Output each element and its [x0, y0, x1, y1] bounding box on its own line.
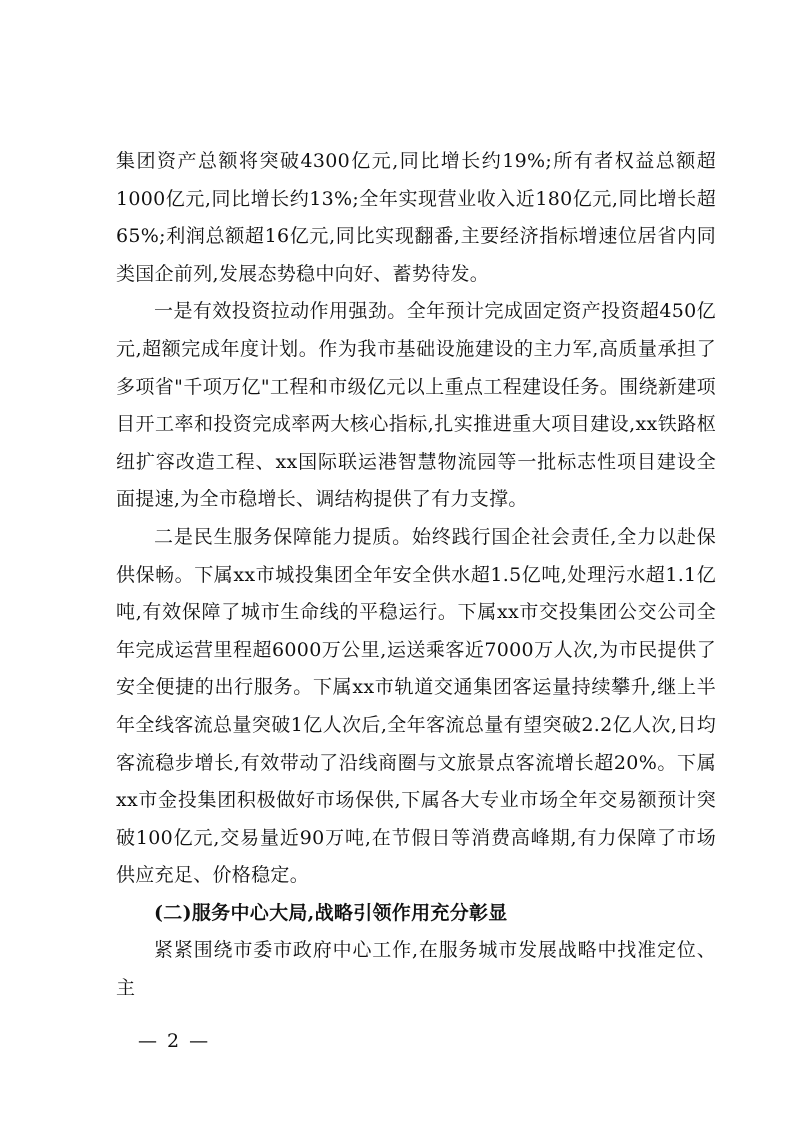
section-subheading: (二)服务中心大局,战略引领作用充分彰显: [154, 901, 508, 924]
paragraph-continuation: 集团资产总额将突破4300亿元,同比增长约19%;所有者权益总额超1000亿元,同比增长约13%;全年实现营业收入近180亿元,同比增长超65%;利润总额超16亿元,同比实现翻番,主要经济指标增速位居省内同类国企前列,发展态势稳中向好、蓄势待发。: [116, 150, 716, 285]
paragraph-closing: 紧紧围绕市委市政府中心工作,在服务城市发展战略中找准定位、主: [116, 939, 716, 1000]
paragraph-investment: 一是有效投资拉动作用强劲。全年预计完成固定资产投资超450亿元,超额完成年度计划。作为我市基础设施建设的主力军,高质量承担了多项省"千项万亿"工程和市级亿元以上重点工程建设任务。围绕新建项目开工率和投资完成率两大核心指标,扎实推进重大项目建设,xx铁路枢纽扩容改造工程、xx国际联运港智慧物流园等一批标志性项目建设全面提速,为全市稳增长、调结构提供了有力支撑。: [116, 300, 716, 511]
body-text: [116, 143, 716, 1008]
paragraph-livelihood: 二是民生服务保障能力提质。始终践行国企社会责任,全力以赴保供保畅。下属xx市城投集团全年安全供水超1.5亿吨,处理污水超1.1亿吨,有效保障了城市生命线的平稳运行。下属xx市交投集团公交公司全年完成运营里程超6000万公里,运送乘客近7000万人次,为市民提供了安全便捷的出行服务。下属xx市轨道交通集团客运量持续攀升,继上半年全线客流总量突破1亿人次后,全年客流总量有望突破2.2亿人次,日均客流稳步增长,有效带动了沿线商圈与文旅景点客流增长超20%。下属xx市金投集团积极做好市场保供,下属各大专业市场全年交易额预计突破100亿元,交易量近90万吨,在节假日等消费高峰期,有力保障了市场供应充足、价格稳定。: [116, 525, 716, 887]
page-number: — 2 —: [138, 1030, 211, 1052]
